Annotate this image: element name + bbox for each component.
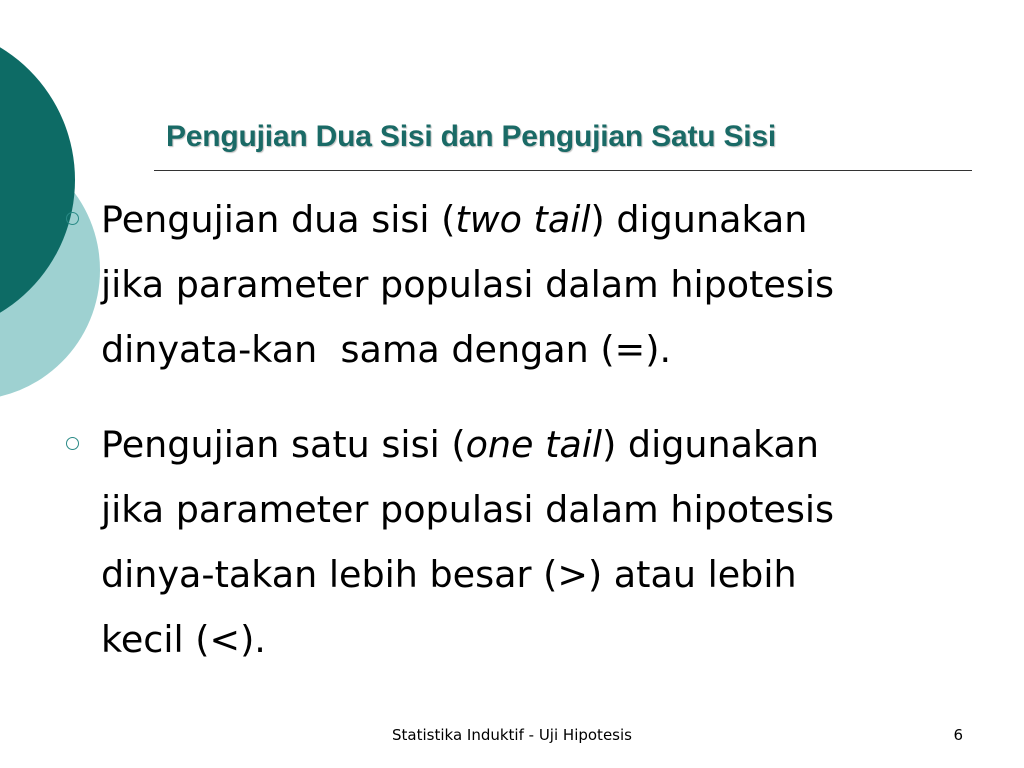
page-number: 6 [953,726,963,744]
bullet-line: jika parameter populasi dalam hipotesis [101,263,835,306]
bullet-line [101,412,981,477]
bullet-emphasis: one tail [465,423,603,466]
bullet-text: ) digunakan [602,423,820,466]
slide-title: Pengujian Dua Sisi dan Pengujian Satu Sisi [166,120,777,153]
bullet-text: Pengujian satu sisi ( [101,423,466,466]
bullet-text: Pengujian dua sisi ( [101,198,456,241]
bullet-line: dinyata-kan sama dengan (=). [101,328,672,371]
hollow-circle-bullet-icon [66,212,79,225]
bullet-line [101,187,981,252]
bullet-line: jika parameter populasi dalam hipotesis [101,488,835,531]
title-divider [154,170,972,171]
bullet-emphasis: two tail [455,198,591,241]
bullet-line: kecil (<). [101,618,266,661]
footer-text: Statistika Induktif - Uji Hipotesis [392,726,632,744]
bullet-line: dinya-takan lebih besar (>) atau lebih [101,553,797,596]
bullet-two-tail [101,187,981,382]
hollow-circle-bullet-icon [66,437,79,450]
bullet-one-tail [101,412,981,672]
bullet-text: ) digunakan [590,198,808,241]
